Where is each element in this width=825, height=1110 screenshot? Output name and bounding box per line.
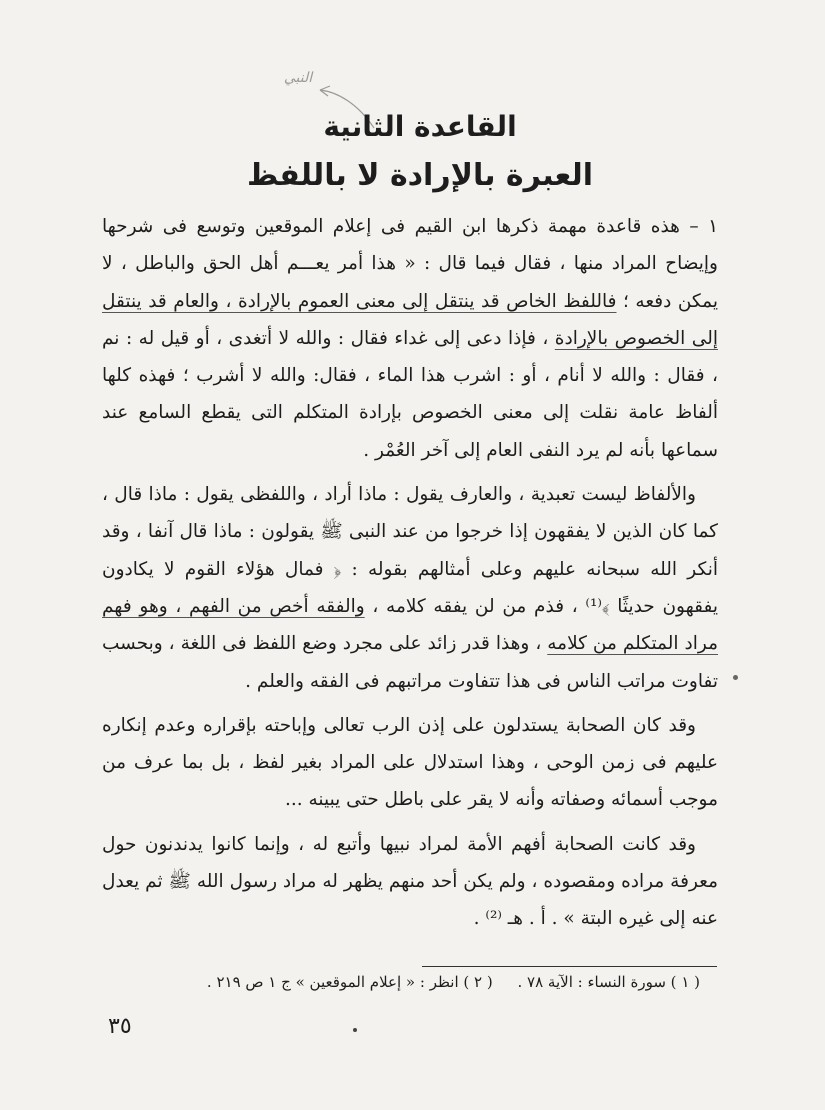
text-segment: ١ – هذه قاعدة مهمة ذكرها ابن القيم فى إعلام الموقعين وتوسع فى شرحها وإيضاح المراد منها ، فقال فيما قال : « هذا أمر يعـــم أهل الحق والباطل ، لا يمكن دفعه ؛ — [102, 216, 718, 312]
page-number: ٣٥ — [108, 1014, 132, 1039]
footnote-divider — [422, 966, 717, 967]
paragraph-1 — [102, 208, 718, 469]
underlined-segment: والفقه أخص من الفهم ، وهو فهم مراد المتكلم من كلامه — [102, 595, 718, 655]
paragraph-4 — [102, 826, 718, 938]
text-segment: والألفاظ ليست تعبدية ، والعارف يقول : ماذا أراد ، واللفظى يقول : ماذا قال ، كما كان الذين لا يفقهون إذا خرجوا من عند النبى ﷺ يقولون : ماذا قال آنفا ، وقد أنكر الله سبحانه عليهم وعلى أمثالهم بقوله : ﴿ فمال هؤلاء القوم لا يكادون يفقهون حديثًا ﴾⁽¹⁾ ، فذم من لن يفقه كلامه ، — [102, 484, 718, 617]
paragraph-2 — [102, 476, 718, 700]
page-mark — [353, 1028, 357, 1032]
rule-subtitle: العبرة بالإرادة لا باللفظ — [246, 158, 594, 193]
paragraph-3 — [102, 707, 718, 819]
footnote-2: ( ٢ ) انظر : « إعلام الموقعين » ج ١ ص ٢١٩ . — [206, 973, 493, 991]
footnotes — [140, 970, 700, 994]
margin-mark — [733, 675, 738, 680]
text-segment: ، وهذا قدر زائد على مجرد وضع اللفظ فى اللغة ، وبحسب تفاوت مراتب الناس فى هذا تتفاوت مراتبهم فى الفقه والعلم . — [102, 633, 718, 692]
rule-title: القاعدة الثانية — [323, 110, 517, 143]
footnote-1: ( ١ ) سورة النساء : الآية ٧٨ . — [517, 973, 700, 991]
body-text — [102, 208, 718, 945]
margin-handwritten-note: النبي — [283, 70, 313, 86]
text-segment: وقد كان الصحابة يستدلون على إذن الرب تعالى وإباحته بإقراره وعدم إنكاره عليهم فى زمن الوحى ، وهذا استدلال على المراد بغير لفظ ، بل بما عرف من موجب أسمائه وصفاته وأنه لا يقر على باطل حتى يبينه ... — [102, 714, 718, 811]
underlined-segment: فاللفظ الخاص قد ينتقل إلى معنى العموم بالإرادة ، والعام قد ينتقل إلى الخصوص بالإرادة — [102, 290, 718, 349]
text-segment: ، فإذا دعى إلى غداء فقال : والله لا أتغدى ، أو قيل له : نم ، فقال : والله لا أنام ، أو : اشرب هذا الماء ، فقال: والله لا أشرب ؛ فهذه كلها ألفاظ عامة نقلت إلى معنى الخصوص بإرادة المتكلم التى يقطع السامع عند سماعها بأنه لم يرد النفى العام إلى آخر العُمْر . — [102, 327, 718, 461]
text-segment: وقد كانت الصحابة أفهم الأمة لمراد نبيها وأتبع له ، وإنما كانوا يدندنون حول معرفة مراده ومقصوده ، ولم يكن أحد منهم يظهر له مراد رسول الله ﷺ ثم يعدل عنه إلى غيره البتة » . أ . هـ ⁽²⁾ . — [102, 833, 718, 930]
